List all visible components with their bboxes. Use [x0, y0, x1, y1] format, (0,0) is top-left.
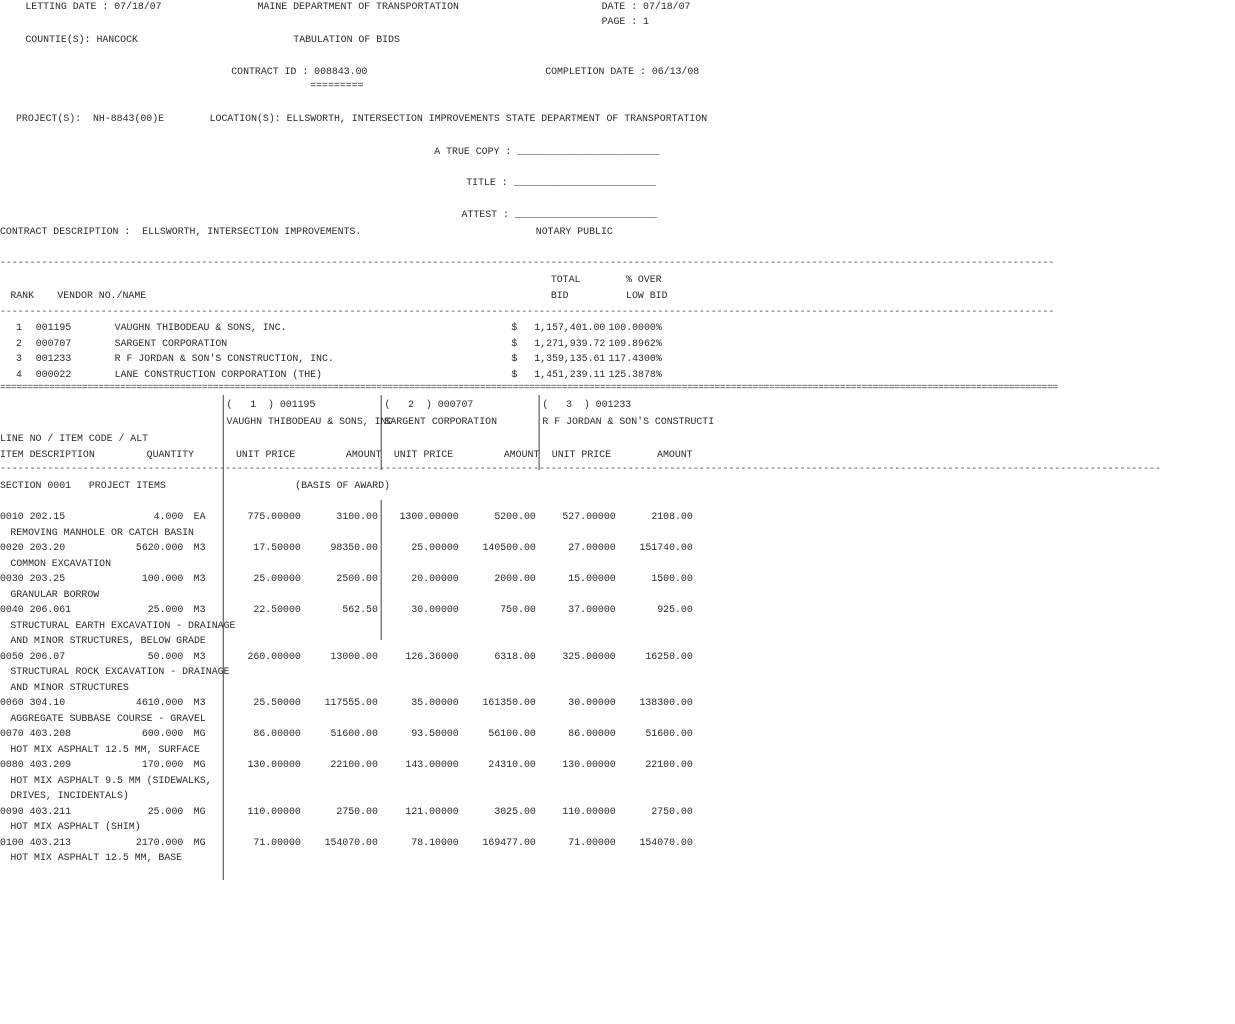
bid-amount: 169477.00: [482, 836, 536, 849]
bid-unit-price: 143.00000: [405, 759, 459, 771]
bid-amount: 51600.00: [330, 728, 378, 740]
item-quantity: 100.000: [141, 573, 184, 585]
bid-amount: 925.00: [657, 604, 693, 616]
vendor-name: LANE CONSTRUCTION CORPORATION (THE): [114, 368, 322, 381]
col-rank-header: RANK: [10, 290, 35, 302]
bid-amount: 6318.00: [494, 650, 536, 663]
percent-over-low: 117.4300%: [608, 353, 662, 365]
bid-amount: 562.50: [342, 604, 378, 616]
item-description: HOT MIX ASPHALT 9.5 MM (SIDEWALKS,: [10, 774, 212, 787]
col-unit-price-header: UNIT PRICE: [393, 449, 454, 461]
col-unit-price-header: UNIT PRICE: [551, 449, 612, 461]
currency-symbol: $: [511, 322, 518, 334]
item-description: HOT MIX ASPHALT 12.5 MM, BASE: [10, 852, 183, 864]
bid-unit-price: 15.00000: [568, 573, 616, 585]
bid-amount: 56100.00: [488, 728, 536, 740]
bid-unit-price: 86.00000: [253, 728, 301, 740]
bid-unit-price: 78.10000: [411, 836, 459, 849]
bid-amount: 2108.00: [651, 511, 693, 523]
bid-unit-price: 25.00000: [411, 542, 459, 554]
line-item-code: 0090 403.211: [0, 805, 72, 818]
item-description: COMMON EXCAVATION: [10, 557, 112, 570]
item-quantity: 25.000: [147, 805, 184, 818]
item-quantity: 2170.000: [135, 836, 184, 849]
bid-amount: 2500.00: [336, 573, 378, 585]
vendor-number: 000022: [35, 368, 72, 381]
line-item-code: 0020 203.20: [0, 542, 66, 554]
bid-unit-price: 527.00000: [562, 511, 616, 523]
bid-unit-price: 71.00000: [253, 836, 301, 849]
bid-unit-price: 27.00000: [568, 542, 616, 554]
col-lowbid-header: LOW BID: [626, 290, 668, 302]
bid-amount: 1500.00: [651, 573, 693, 585]
rank-number: 4: [15, 368, 22, 381]
agency-name: MAINE DEPARTMENT OF TRANSPORTATION: [257, 1, 459, 13]
letting-date: LETTING DATE : 07/18/07: [25, 1, 162, 13]
line-item-code: 0070 403.208: [0, 728, 72, 740]
bid-unit-price: 130.00000: [247, 759, 301, 771]
item-quantity: 170.000: [141, 759, 184, 771]
bid-amount: 3025.00: [494, 805, 536, 818]
item-description: HOT MIX ASPHALT (SHIM): [10, 821, 141, 833]
bidder-2-name: SARGENT CORPORATION: [384, 416, 498, 428]
dashed-rule: ----------------------------------------------------------------------------------------------------------------------------------------------------------------------------------: [0, 257, 1055, 269]
dashed-rule: ----------------------------------------------------------------------------------------------------------------------------------------------------------------------------------------------------: [0, 463, 1161, 475]
bid-amount: 2750.00: [651, 805, 693, 818]
item-description: DRIVES, INCIDENTALS): [10, 790, 129, 802]
bid-amount: 154070.00: [324, 836, 378, 849]
item-unit: M3: [193, 542, 206, 554]
currency-symbol: $: [511, 337, 518, 350]
bid-amount: 151740.00: [639, 542, 693, 554]
double-rule: ==================================================================================================================================================================================================: [0, 382, 1058, 394]
item-quantity: 4.000: [153, 511, 184, 523]
col-line-header: LINE NO / ITEM CODE / ALT: [0, 433, 149, 445]
line-item-code: 0080 403.209: [0, 759, 72, 771]
bid-unit-price: 126.36000: [405, 650, 459, 663]
item-description: AND MINOR STRUCTURES, BELOW GRADE: [10, 635, 206, 647]
item-description: AND MINOR STRUCTURES: [10, 681, 129, 694]
bid-amount: 138300.00: [639, 697, 693, 709]
bid-unit-price: 35.00000: [411, 697, 459, 709]
bid-unit-price: 71.00000: [568, 836, 616, 849]
vendor-number: 001233: [35, 353, 72, 365]
bid-unit-price: 25.50000: [253, 697, 301, 709]
currency-symbol: $: [511, 353, 518, 365]
column-divider: [539, 395, 540, 470]
basis-of-award: (BASIS OF AWARD): [295, 480, 390, 492]
col-amount-header: AMOUNT: [345, 449, 382, 461]
col-desc-header: ITEM DESCRIPTION: [0, 449, 95, 461]
bid-unit-price: 37.00000: [568, 604, 616, 616]
col-total-header: TOTAL: [550, 274, 581, 286]
item-unit: MG: [193, 728, 206, 740]
bidder-2-id: ( 2 ) 000707: [384, 399, 474, 411]
vendor-name: R F JORDAN & SON'S CONSTRUCTION, INC.: [114, 353, 334, 365]
line-item-code: 0060 304.10: [0, 697, 66, 709]
col-amount-header: AMOUNT: [657, 449, 693, 461]
bid-amount: 13000.00: [330, 650, 378, 663]
bidder-1-id: ( 1 ) 001195: [226, 399, 316, 411]
bid-unit-price: 260.00000: [247, 650, 301, 663]
report-date: DATE : 07/18/07: [601, 1, 691, 13]
percent-over-low: 109.8962%: [608, 337, 662, 350]
item-unit: MG: [193, 836, 206, 849]
bid-amount: 2000.00: [494, 573, 536, 585]
contract-id-underline: =========: [310, 80, 364, 92]
total-bid: 1,157,401.00: [534, 322, 606, 334]
bid-amount: 24310.00: [488, 759, 536, 771]
total-bid: 1,451,239.11: [534, 368, 606, 381]
bid-amount: 3100.00: [336, 511, 378, 523]
item-quantity: 600.000: [141, 728, 184, 740]
item-unit: MG: [193, 759, 206, 771]
bid-amount: 154070.00: [639, 836, 693, 849]
bid-amount: 117555.00: [324, 697, 378, 709]
col-unit-price-header: UNIT PRICE: [235, 449, 296, 461]
line-item-code: 0040 206.061: [0, 604, 72, 616]
bid-amount: 98350.00: [330, 542, 378, 554]
section-label: SECTION 0001 PROJECT ITEMS: [0, 480, 166, 492]
bid-unit-price: 130.00000: [562, 759, 616, 771]
bid-unit-price: 25.00000: [253, 573, 301, 585]
line-item-code: 0030 203.25: [0, 573, 66, 585]
bid-amount: 16250.00: [645, 650, 693, 663]
col-vendor-header: VENDOR NO./NAME: [57, 290, 147, 302]
rank-number: 1: [15, 322, 22, 334]
bidder-1-name: VAUGHN THIBODEAU & SONS, INC: [226, 416, 393, 428]
total-bid: 1,359,135.61: [534, 353, 606, 365]
line-item-code: 0100 403.213: [0, 836, 72, 849]
bid-amount: 750.00: [500, 604, 536, 616]
col-over-header: % OVER: [626, 274, 662, 286]
bid-unit-price: 20.00000: [411, 573, 459, 585]
item-unit: EA: [193, 511, 206, 523]
currency-symbol: $: [511, 368, 518, 381]
rank-number: 3: [15, 353, 22, 365]
bid-amount: 51600.00: [645, 728, 693, 740]
completion-date: COMPLETION DATE : 06/13/08: [545, 66, 700, 78]
item-quantity: 50.000: [147, 650, 184, 663]
line-item-code: 0050 206.07: [0, 650, 66, 663]
bid-unit-price: 22.50000: [253, 604, 301, 616]
bid-amount: 161350.00: [482, 697, 536, 709]
item-quantity: 5620.000: [135, 542, 184, 554]
item-quantity: 25.000: [147, 604, 184, 616]
attest-line: ATTEST : ________________________: [461, 209, 658, 221]
rank-number: 2: [15, 337, 22, 350]
item-description: AGGREGATE SUBBASE COURSE - GRAVEL: [10, 712, 206, 725]
bid-unit-price: 121.00000: [405, 805, 459, 818]
vendor-name: VAUGHN THIBODEAU & SONS, INC.: [114, 322, 287, 334]
bid-unit-price: 110.00000: [247, 805, 301, 818]
item-description: HOT MIX ASPHALT 12.5 MM, SURFACE: [10, 743, 200, 756]
item-description: GRANULAR BORROW: [10, 588, 100, 601]
bid-amount: 140500.00: [482, 542, 536, 554]
contract-description: CONTRACT DESCRIPTION : ELLSWORTH, INTERSECTION IMPROVEMENTS.: [0, 226, 362, 238]
item-description: STRUCTURAL EARTH EXCAVATION - DRAINAGE: [10, 619, 236, 632]
column-divider: [381, 395, 382, 470]
col-bid-header: BID: [550, 290, 569, 302]
vendor-number: 000707: [35, 337, 72, 350]
vendor-name: SARGENT CORPORATION: [114, 337, 228, 350]
item-unit: M3: [193, 697, 206, 709]
item-unit: M3: [193, 650, 206, 663]
bid-unit-price: 86.00000: [568, 728, 616, 740]
item-unit: M3: [193, 604, 206, 616]
bid-unit-price: 1300.00000: [399, 511, 459, 523]
bid-unit-price: 775.00000: [247, 511, 301, 523]
title-line: TITLE : ________________________: [466, 177, 656, 189]
bid-unit-price: 17.50000: [253, 542, 301, 554]
percent-over-low: 125.3878%: [608, 368, 662, 381]
true-copy-line: A TRUE COPY : ________________________: [434, 146, 660, 158]
bid-amount: 2750.00: [336, 805, 378, 818]
page-number: PAGE : 1: [601, 16, 649, 28]
bid-amount: 22100.00: [645, 759, 693, 771]
contract-id: CONTRACT ID : 008843.00: [231, 66, 368, 78]
bid-unit-price: 30.00000: [411, 604, 459, 616]
item-quantity: 4610.000: [135, 697, 184, 709]
percent-over-low: 100.0000%: [608, 322, 662, 334]
project-ids: PROJECT(S): NH-8843(00)E: [15, 113, 165, 125]
vendor-number: 001195: [35, 322, 72, 334]
col-qty-header: QUANTITY: [146, 449, 195, 461]
bidder-3-id: ( 3 ) 001233: [542, 399, 632, 411]
item-unit: MG: [193, 805, 206, 818]
notary-public: NOTARY PUBLIC: [535, 226, 613, 238]
report-title: TABULATION OF BIDS: [293, 34, 400, 46]
bid-unit-price: 30.00000: [568, 697, 616, 709]
bid-unit-price: 325.00000: [562, 650, 616, 663]
total-bid: 1,271,939.72: [534, 337, 606, 350]
line-item-code: 0010 202.15: [0, 511, 66, 523]
bid-amount: 22100.00: [330, 759, 378, 771]
bidder-3-name: R F JORDAN & SON'S CONSTRUCTI: [542, 416, 715, 428]
dashed-rule: ----------------------------------------------------------------------------------------------------------------------------------------------------------------------------------: [0, 306, 1055, 318]
counties: COUNTIE(S): HANCOCK: [25, 34, 138, 46]
item-unit: M3: [193, 573, 206, 585]
bid-unit-price: 93.50000: [411, 728, 459, 740]
item-description: REMOVING MANHOLE OR CATCH BASIN: [10, 526, 194, 539]
item-description: STRUCTURAL ROCK EXCAVATION - DRAINAGE: [10, 666, 230, 678]
project-location: LOCATION(S): ELLSWORTH, INTERSECTION IMPROVEMENTS STATE DEPARTMENT OF TRANSPORTATION: [209, 113, 708, 125]
bid-amount: 5200.00: [494, 511, 536, 523]
col-amount-header: AMOUNT: [503, 449, 540, 461]
bid-unit-price: 110.00000: [562, 805, 616, 818]
